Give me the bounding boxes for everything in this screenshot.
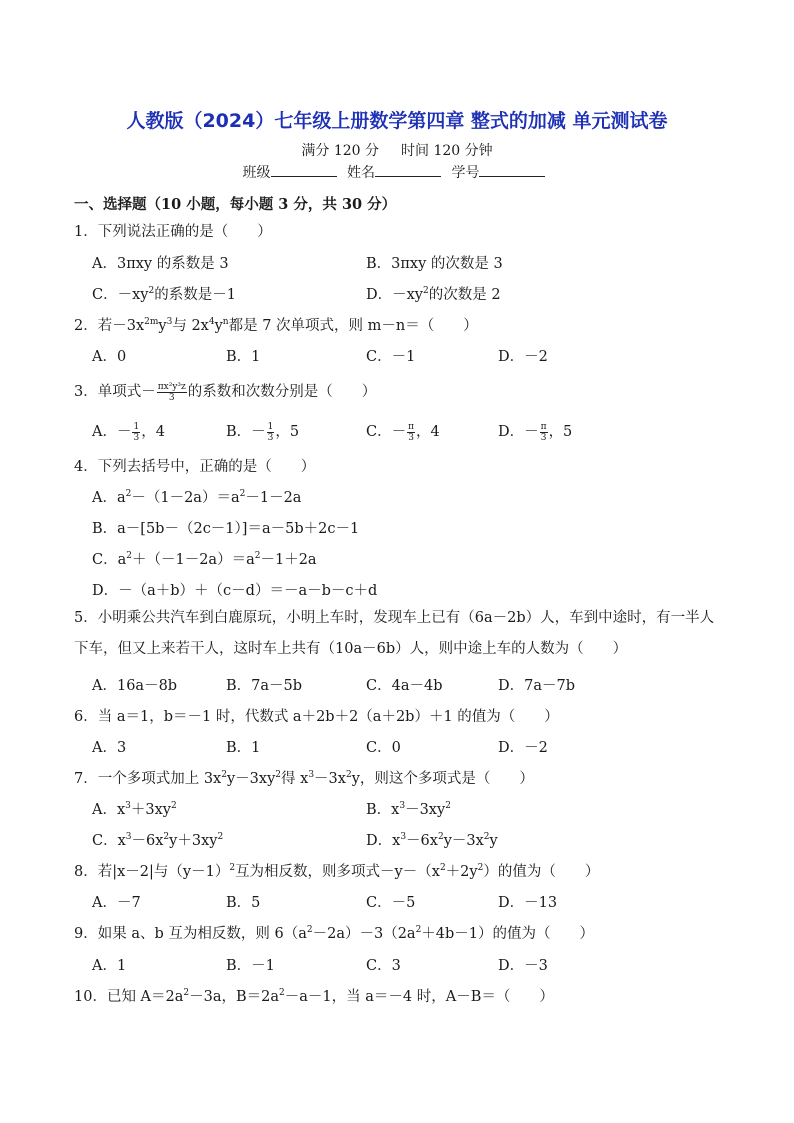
option-3b: B．－ $\frac{1}{3}$ ，5 xyxy=(226,421,300,443)
option-6a: A．3 xyxy=(92,740,127,756)
id-label: 学号 xyxy=(451,165,480,181)
option-7b: B．$x^3-3xy^2$ xyxy=(366,801,451,818)
question-7: 7．一个多项式加上 $3x^2y-3xy^2$得 $x^3-3x^2y$，则这个多项式是（ ） xyxy=(74,770,534,787)
option-3d: D．－ $\frac{\pi}{3}$ ，5 xyxy=(498,421,573,443)
option-7c: C．$x^3-6x^2y+3xy^2$ xyxy=(92,832,224,849)
option-6b: B．1 xyxy=(226,740,261,756)
option-2a: A．0 xyxy=(92,349,127,365)
option-5b: B．7a－5b xyxy=(226,678,303,694)
option-8c: C．－5 xyxy=(366,895,416,911)
exam-info xyxy=(0,140,794,160)
question-10: 10．已知 $A=2a^2-3a$，$B=2a^2-a-1$，当 a＝－4 时，A－B＝（ ） xyxy=(74,988,554,1005)
option-2b: B．1 xyxy=(226,349,261,365)
option-8a: A．－7 xyxy=(92,895,141,911)
question-6: 6．当 a＝1，b＝－1 时，代数式 a＋2b＋2（a＋2b）＋1 的值为（ ） xyxy=(74,709,559,725)
option-5c: C．4a－4b xyxy=(366,678,443,694)
option-8d: D．－13 xyxy=(498,895,558,911)
option-1a: A．3πxy 的系数是 3 xyxy=(92,256,229,272)
id-blank[interactable] xyxy=(479,162,545,177)
option-1d: D．$-xy^2$的次数是 2 xyxy=(366,286,501,303)
option-4a: A．$a^2-(1-2a)=a^2-1-2a$ xyxy=(92,489,302,506)
name-blank[interactable] xyxy=(375,162,441,177)
option-9c: C．3 xyxy=(366,958,401,974)
time-limit: 时间 120 分钟 xyxy=(401,143,493,159)
option-3a: A．－ $\frac{1}{3}$ ，4 xyxy=(92,421,165,443)
option-5a: A．16a－8b xyxy=(92,678,178,694)
document-title: 人教版（2024）七年级上册数学第四章 整式的加减 单元测试卷 xyxy=(126,110,668,132)
option-7d: D．$x^3-6x^2y-3x^2y$ xyxy=(366,832,498,849)
option-2d: D．－2 xyxy=(498,349,548,365)
question-9: 9．如果 a、b 互为相反数，则 $6(a^2-2a)-3(2a^2+4b-1)$的值为（ ） xyxy=(74,925,595,942)
name-label: 姓名 xyxy=(347,165,375,181)
option-1b: B．3πxy 的次数是 3 xyxy=(366,256,503,272)
option-9d: D．－3 xyxy=(498,958,548,974)
option-2c: C．－1 xyxy=(366,349,416,365)
option-6c: C．0 xyxy=(366,740,401,756)
option-3c: C．－ $\frac{\pi}{3}$ ，4 xyxy=(366,421,440,443)
question-5: 5．小明乘公共汽车到白鹿原玩，小明上车时，发现车上已有（6a－2b）人，车到中途时，有一半人下车，但又上来若干人，这时车上共有（10a－6b）人，则中途上车的人数为（ ） xyxy=(74,610,715,657)
option-9a: A．1 xyxy=(92,958,127,974)
option-4b: B．a－[5b－（2c－1）]＝a－5b＋2c－1 xyxy=(92,521,360,537)
option-8b: B．5 xyxy=(226,895,261,911)
question-1: 1．下列说法正确的是（ ） xyxy=(74,224,272,240)
question-8: 8．若|x－2|与$(y-1)^2$互为相反数，则多项式$-y-(x^2+2y^2)$的值为（ ） xyxy=(74,863,600,880)
student-info xyxy=(0,162,794,182)
option-5d: D．7a－7b xyxy=(498,678,576,694)
option-7a: A．$x^3+3xy^2$ xyxy=(92,801,177,818)
section-title: 一、选择题（10 小题，每小题 3 分，共 30 分） xyxy=(74,196,397,213)
question-4: 4．下列去括号中，正确的是（ ） xyxy=(74,459,316,475)
monomial-fraction: $\frac{\text{πx²y³z}}{3}$ xyxy=(157,381,186,403)
question-3: 3．单项式－ $\frac{\text{πx²y³z}}{3}$ 的系数和次数分别是（ ） xyxy=(74,381,377,403)
option-4c: C．$a^2+(-1-2a)=a^2-1+2a$ xyxy=(92,551,317,568)
option-1c: C．$-xy^2$的系数是－1 xyxy=(92,286,236,303)
question-2: 2．若$-3x^{2m}y^3$与 $2x^4y^n$都是 7 次单项式，则 m－n＝（ ） xyxy=(74,317,478,334)
option-4d: D．－（a＋b）＋（c－d）＝－a－b－c＋d xyxy=(92,583,378,599)
class-label: 班级 xyxy=(242,165,271,181)
full-score: 满分 120 分 xyxy=(301,143,379,159)
option-9b: B．－1 xyxy=(226,958,275,974)
class-blank[interactable] xyxy=(271,162,337,177)
option-6d: D．－2 xyxy=(498,740,548,756)
